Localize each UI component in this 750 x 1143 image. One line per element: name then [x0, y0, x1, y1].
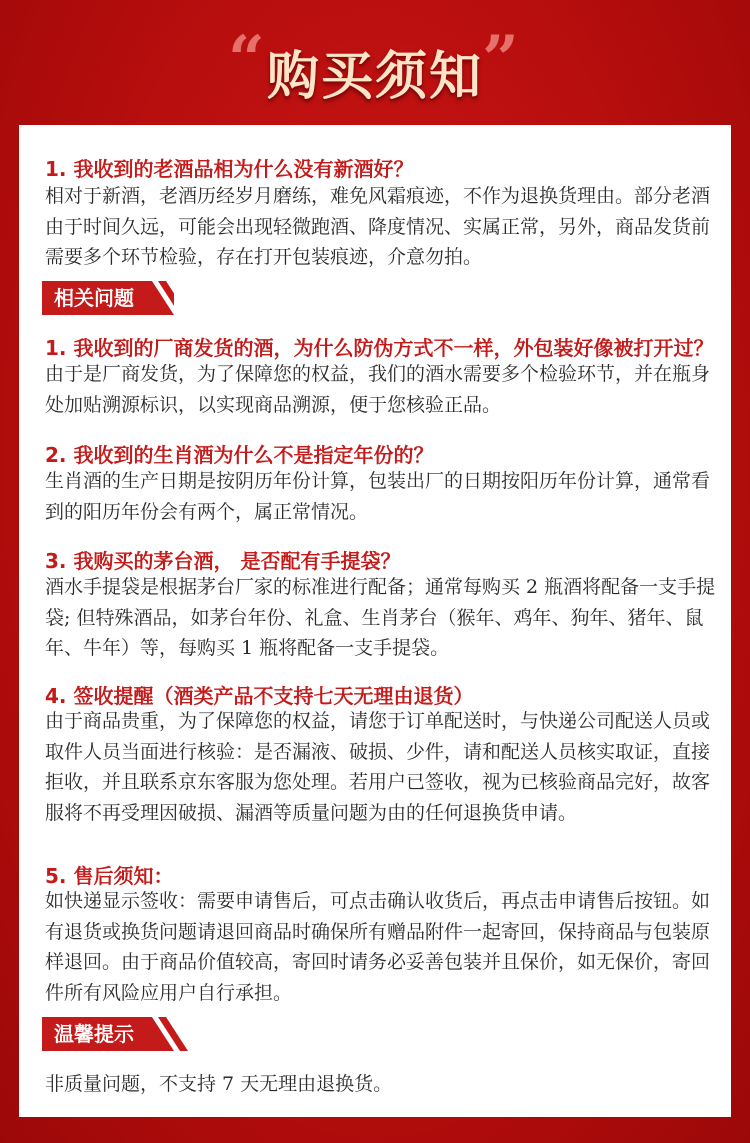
faq-2-answer: 生肖酒的生产日期是按阴历年份计算，包装出厂的日期按阳历年份计算，通常看到的阳历年份会有两个，属正常情况。	[45, 470, 711, 523]
notice-panel	[19, 125, 731, 1117]
warm-tip-tag	[42, 1017, 174, 1051]
faq-1-question: 1. 我收到的厂商发货的酒，为什么防伪方式不一样，外包装好像被打开过？	[45, 336, 714, 360]
section1-answer: 相对于新酒，老酒历经岁月磨练，难免风霜痕迹，不作为退换货理由。部分老酒由于时间久远，可能会出现轻微跑酒、降度情况、实属正常，另外，商品发货前需要多个环节检验，存在打开包装痕迹，介意勿拍。	[45, 185, 711, 268]
quote-open-mark: “	[228, 22, 265, 97]
faq-2-question: 2. 我收到的生肖酒为什么不是指定年份的？	[45, 443, 434, 467]
warm-tip-label: 温馨提示	[54, 1022, 134, 1046]
section1-question: 1. 我收到的老酒品相为什么没有新酒好？	[45, 157, 414, 181]
faq-4-question: 4. 签收提醒（酒类产品不支持七天无理由退货）	[45, 684, 474, 708]
faq-5-answer: 如快递显示签收：需要申请售后，可点击确认收货后，再点击申请售后按钮。如有退货或换货问题请退回商品时确保所有赠品附件一起寄回，保持商品与包装原样退回。由于商品价值较高，寄回时请务必妥善包装并且保价，如无保价，寄回件所有风险应用户自行承担。	[45, 890, 711, 1004]
faq-3-question: 3. 我购买的茅台酒， 是否配有手提袋？	[45, 549, 401, 573]
faq-4-answer: 由于商品贵重，为了保障您的权益，请您于订单配送时，与快递公司配送人员或取件人员当面进行核验：是否漏液、破损、少件，请和配送人员核实取证，直接拒收，并且联系京东客服为您处理。若用户已签收，视为已核验商品完好，故客服将不再受理因破损、漏酒等质量问题为由的任何退换货申请。	[45, 710, 711, 824]
faq-1-answer: 由于是厂商发货，为了保障您的权益，我们的酒水需要多个检验环节，并在瓶身处加贴溯源标识，以实现商品溯源，便于您核验正品。	[45, 363, 711, 416]
faq-3-answer: 酒水手提袋是根据茅台厂家的标准进行配备；通常每购买 2 瓶酒将配备一支手提袋; 但特殊酒品，如茅台年份、礼盒、生肖茅台（猴年、鸡年、狗年、猪年、鼠年、牛年）等，每购买 1 瓶将配备一支手提袋。	[45, 576, 716, 659]
related-questions-label: 相关问题	[54, 286, 134, 310]
header-banner	[0, 0, 750, 125]
faq-5-question: 5. 售后须知：	[45, 864, 174, 888]
page-title: 购买须知	[266, 47, 483, 107]
warm-tip-text: 非质量问题，不支持 7 天无理由退换货。	[45, 1073, 393, 1095]
quote-close-mark: ”	[482, 22, 519, 97]
related-questions-tag	[42, 281, 174, 315]
